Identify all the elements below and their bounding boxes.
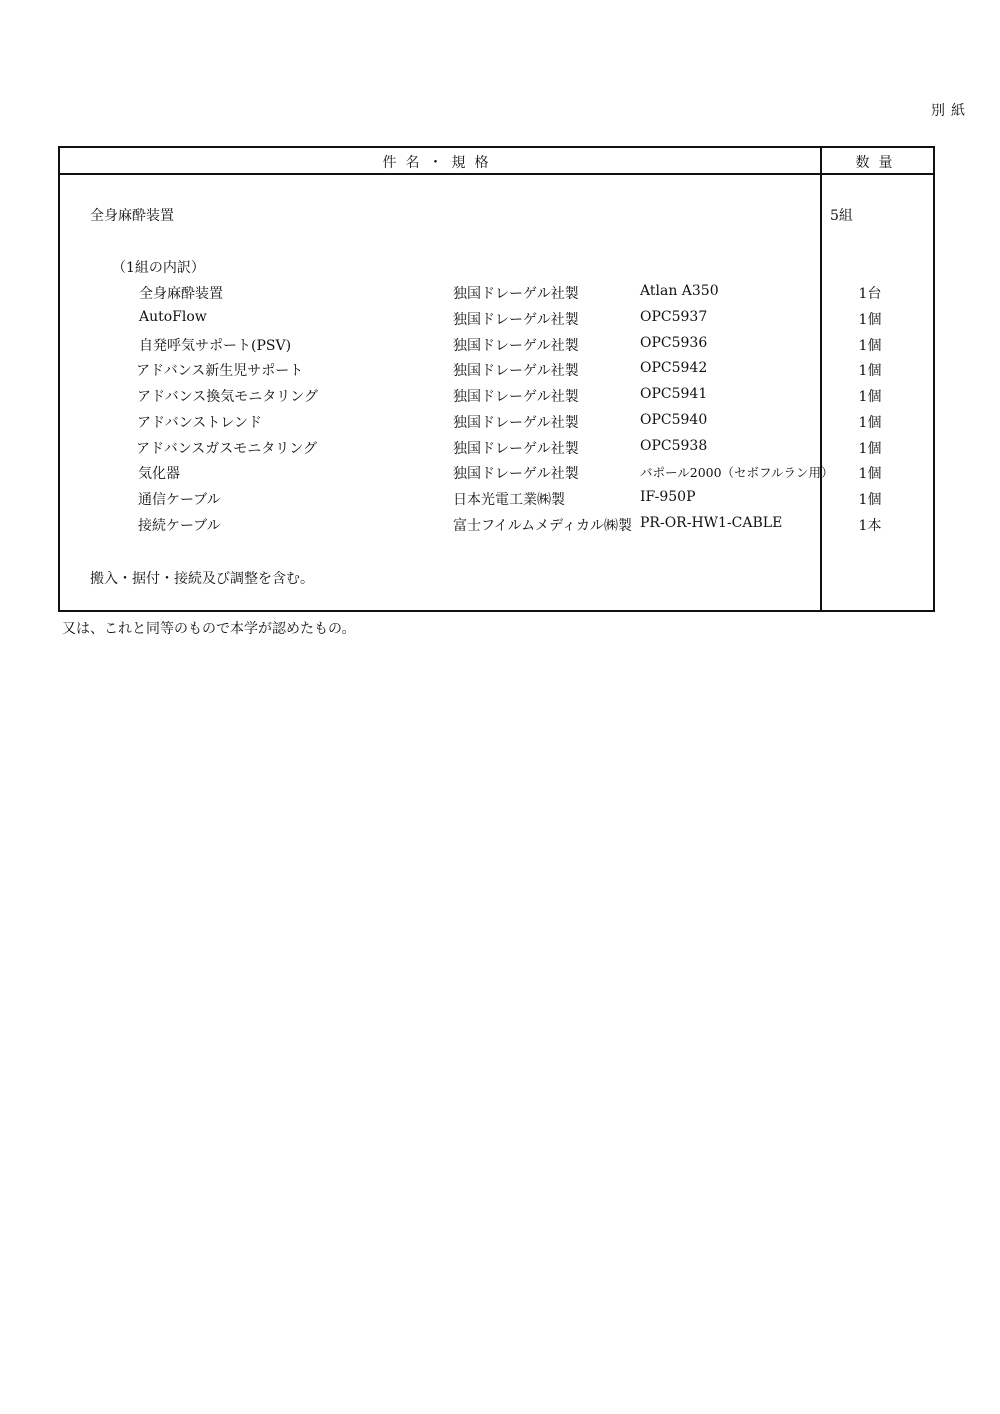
item-name: 気化器	[138, 466, 180, 482]
item-name: アドバンス新生児サポート	[136, 363, 304, 379]
item-maker: 独国ドレーゲル社製	[453, 466, 579, 482]
item-maker: 独国ドレーゲル社製	[453, 441, 579, 457]
item-maker: 独国ドレーゲル社製	[453, 389, 579, 405]
item-model: OPC5936	[640, 335, 708, 351]
item-model: IF-950P	[640, 489, 696, 505]
breakdown-label: （1組の内訳）	[112, 260, 205, 276]
item-row	[60, 438, 933, 462]
item-model: OPC5937	[640, 309, 708, 325]
item-quantity: 1個	[858, 466, 882, 482]
item-quantity: 1台	[858, 286, 882, 302]
item-maker: 日本光電工業㈱製	[453, 492, 565, 508]
item-maker: 独国ドレーゲル社製	[453, 415, 579, 431]
item-quantity: 1個	[858, 492, 882, 508]
item-model: OPC5942	[640, 360, 708, 376]
header-quantity: 数量	[855, 155, 902, 171]
item-row	[60, 360, 933, 384]
item-model: バポール2000（セボフルラン用）	[640, 465, 834, 480]
item-maker: 独国ドレーゲル社製	[453, 286, 579, 302]
item-name: アドバンストレンド	[137, 415, 262, 431]
item-row	[60, 283, 933, 307]
item-maker: 独国ドレーゲル社製	[453, 363, 579, 379]
item-model: PR-OR-HW1-CABLE	[640, 515, 783, 531]
item-quantity: 1個	[858, 312, 882, 328]
item-name: AutoFlow	[139, 309, 207, 325]
includes-note: 搬入・据付・接続及び調整を含む。	[90, 571, 314, 587]
item-name: 自発呼気サポート(PSV)	[139, 338, 292, 354]
item-row	[60, 309, 933, 333]
item-model: OPC5938	[640, 438, 708, 454]
item-row	[60, 489, 933, 513]
item-quantity: 1個	[858, 389, 882, 405]
main-item-name: 全身麻酔装置	[90, 208, 174, 224]
item-maker: 独国ドレーゲル社製	[453, 338, 579, 354]
item-name: アドバンスガスモニタリング	[136, 441, 318, 457]
item-quantity: 1個	[858, 338, 882, 354]
item-quantity: 1個	[858, 415, 882, 431]
item-name: 通信ケーブル	[138, 492, 221, 508]
spec-table	[58, 146, 935, 612]
item-row	[60, 335, 933, 359]
item-row	[60, 412, 933, 436]
item-quantity: 1本	[858, 518, 882, 534]
attachment-label: 別紙	[931, 103, 971, 119]
item-model: OPC5940	[640, 412, 708, 428]
item-model: OPC5941	[640, 386, 708, 402]
header-name-spec: 件名・規格	[382, 155, 498, 171]
footnote: 又は、これと同等のもので本学が認めたもの。	[62, 621, 356, 637]
item-model: Atlan A350	[640, 283, 719, 299]
item-quantity: 1個	[858, 363, 882, 379]
item-name: アドバンス換気モニタリング	[137, 389, 319, 405]
item-name: 全身麻酔装置	[139, 286, 223, 302]
item-row	[60, 515, 933, 539]
main-item-quantity: 5組	[830, 208, 853, 224]
item-quantity: 1個	[858, 441, 882, 457]
item-row	[60, 463, 933, 487]
header-divider	[60, 173, 933, 175]
item-name: 接続ケーブル	[138, 518, 221, 534]
item-maker: 富士フイルムメディカル㈱製	[453, 518, 633, 534]
item-maker: 独国ドレーゲル社製	[453, 312, 579, 328]
item-row	[60, 386, 933, 410]
